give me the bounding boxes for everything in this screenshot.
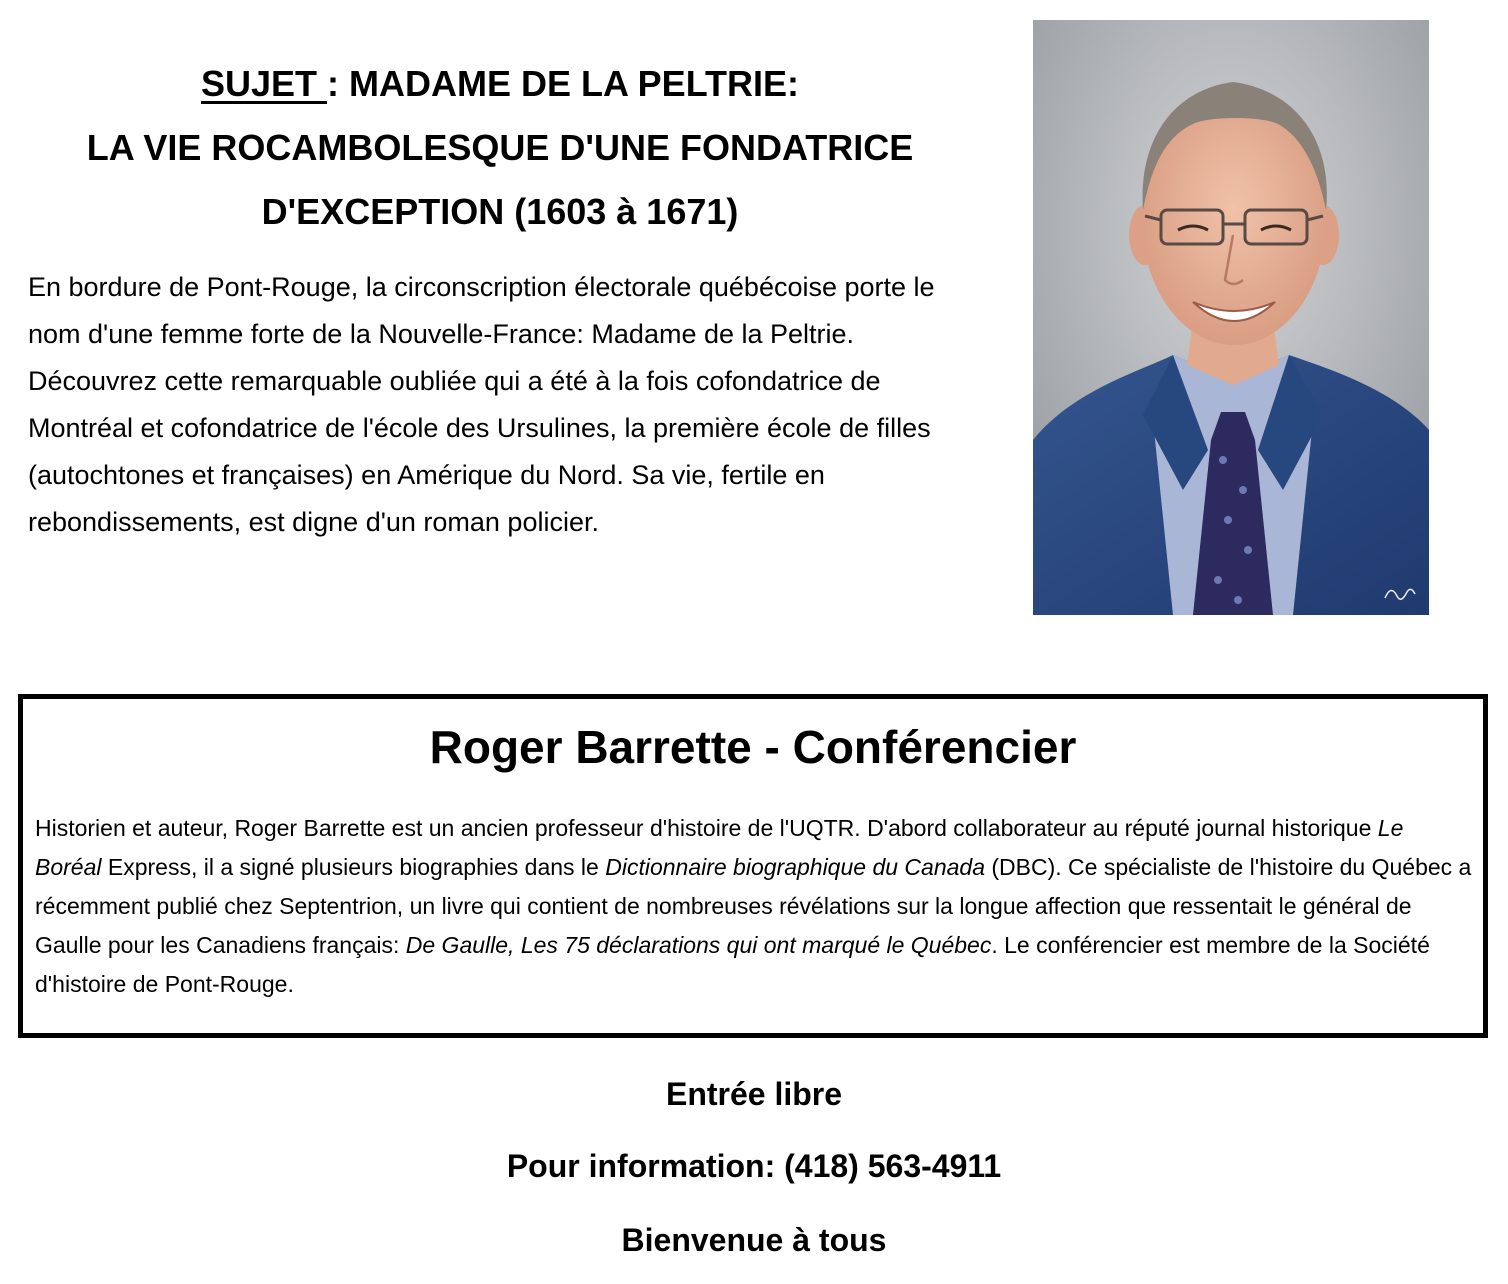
bio-italic-title: Le Boréal — [35, 815, 1404, 880]
subject-title-3: D'EXCEPTION (1603 à 1671) — [261, 191, 739, 232]
portrait-photo-icon — [1033, 20, 1429, 615]
subject-title-1: : MADAME DE LA PELTRIE: — [327, 63, 800, 104]
subject-line-1 — [40, 52, 960, 116]
bio-italic-title: Dictionnaire biographique du Canada — [605, 854, 985, 880]
subject-heading — [40, 52, 960, 244]
bio-italic-title: De Gaulle, Les 75 déclarations qui ont marqué le Québec — [405, 932, 992, 958]
bio-text-part: Historien et auteur, Roger Barrette est un ancien professeur d'histoire de l'UQTR. D'abord collaborateur au réputé journal historique — [35, 815, 1378, 841]
bio-text-part: . Le conférencier est membre de la Société d'histoire de Pont-Rouge. — [35, 932, 1430, 997]
welcome-message: Bienvenue à tous — [621, 1222, 887, 1258]
intro-paragraph: En bordure de Pont-Rouge, la circonscription électorale québécoise porte le nom d'une femme forte de la Nouvelle-France: Madame de la Peltrie. Découvrez cette remarquable oubliée qui a été à la fois cofondatrice de Montréal et cofondatrice de l'école des Ursulines, la première école de filles (autochtones et françaises) en Amérique du Nord. Sa vie, fertile en rebondissements, est digne d'un roman policier. — [28, 272, 935, 537]
bio-text-part: (DBC). Ce spécialiste de l'histoire du Québec a récemment publié chez Septentrion, un livre qui contient de nombreuses révélations sur la longue affection que ressentait le général de Gaulle pour les Canadiens français: — [35, 854, 1472, 958]
speaker-bio — [35, 809, 1475, 1004]
speaker-bio-box — [18, 694, 1488, 1038]
speaker-heading: Roger Barrette - Conférencier — [429, 721, 1077, 773]
subject-label: SUJET — [200, 63, 328, 104]
speaker-portrait — [1033, 20, 1429, 615]
subject-title-2: LA VIE ROCAMBOLESQUE D'UNE FONDATRICE — [86, 127, 914, 168]
contact-info: Pour information: (418) 563-4911 — [506, 1148, 1002, 1184]
bio-text-part: Express, il a signé plusieurs biographies dans le — [101, 854, 606, 880]
entry-info: Entrée libre — [665, 1076, 843, 1112]
